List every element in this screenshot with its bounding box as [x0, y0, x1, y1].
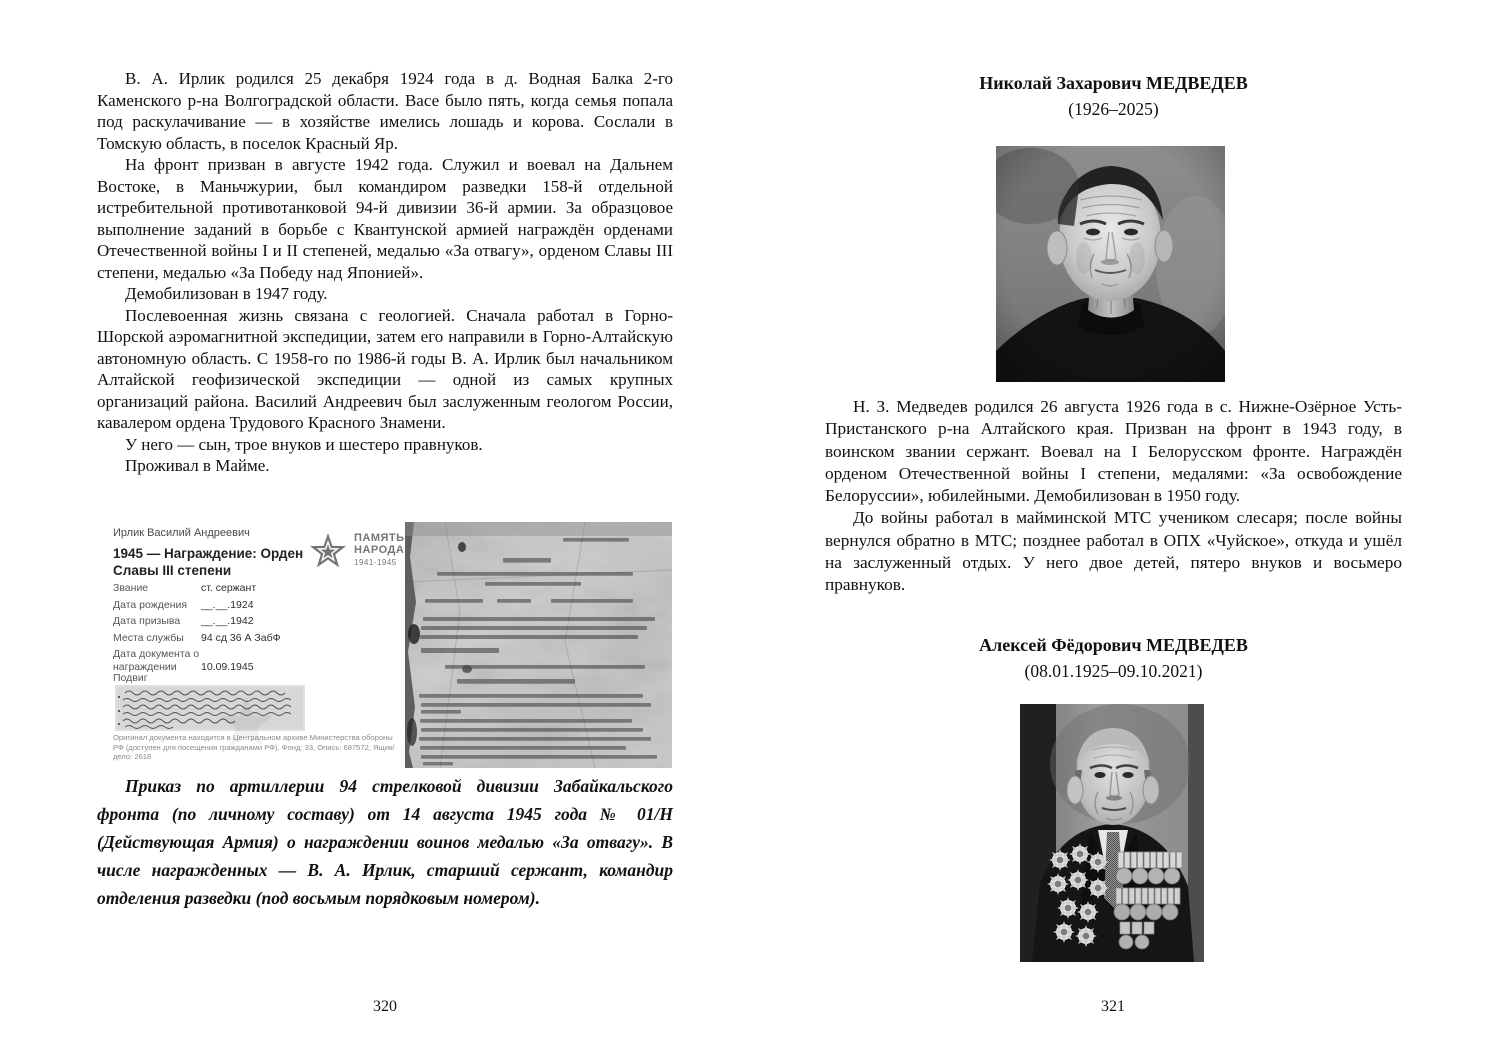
body-paragraph: У него — сын, трое внуков и шестеро правнуков.	[125, 434, 483, 454]
page-number-right: 321	[1101, 998, 1125, 1015]
person2-name: Алексей Фёдорович МЕДВЕДЕВ	[979, 635, 1248, 655]
feat-label: Подвиг	[113, 672, 148, 684]
star-icon	[308, 532, 348, 572]
body-paragraph: Демобилизован в 1947 году.	[125, 284, 328, 303]
field-label: Дата призыва	[113, 615, 181, 627]
left-page-text	[97, 68, 673, 477]
body-paragraph: Проживал в Майме.	[125, 456, 270, 475]
logo-text	[354, 532, 405, 569]
portrait-photo-aleksei	[1020, 704, 1204, 962]
portrait-photo-nikolai	[996, 146, 1225, 382]
logo-line1: ПАМЯТЬ	[354, 532, 405, 544]
field-row	[113, 615, 403, 628]
card-award-title: 1945 — Награждение: Орден Славы III степени	[113, 546, 304, 578]
field-row	[113, 599, 403, 612]
logo-years: 1941-1945	[354, 558, 397, 567]
field-value: __.__.1942	[201, 615, 254, 627]
field-label: Звание	[113, 582, 149, 594]
award-card-screenshot	[110, 522, 672, 768]
page-number-left: 320	[373, 998, 397, 1015]
document-caption: Приказ по артиллерии 94 стрелковой дивизии Забайкальского фронта (по личному составу) от 14 августа 1945 года № 01/Н (Действующая Армия) о награждении воинов медалью «За отвагу». В числе награжденных — В. А. Ирлик, старший сержант, командир отделения разведки (под восьмым порядковым номером).	[97, 776, 673, 908]
body-paragraph: В. А. Ирлик родился 25 декабря 1924 года в д. Водная Балка 2-го Каменского р-на Волгоградской области. Васе было пять, когда семья попала под раскулачивание — в хозяйстве имелись лошадь и корова. Сослали в Томскую область, в поселок Красный Яр.	[97, 69, 673, 153]
body-paragraph: Н. З. Медведев родился 26 августа 1926 года в с. Нижне-Озёрное Усть-Пристанского р-на Алтайского края. Призван на фронт в 1943 году, в воинском звании сержант. Воевал на I Белорусском фронте. Награждён орденом Отечественной войны I степени, медалями: «За освобождение Белоруссии», юбилейными. Демобилизован в 1950 году.	[825, 397, 1402, 506]
field-row	[113, 582, 403, 595]
field-label: Дата документа о награждении	[113, 648, 200, 673]
field-row	[113, 632, 403, 645]
field-value: 94 сд 36 А ЗабФ	[201, 631, 281, 644]
person1-heading	[825, 70, 1402, 122]
body-paragraph: Послевоенная жизнь связана с геологией. Сначала работал в Горно-Шорской аэромагнитной экспедиции, затем его направили в Горно-Алтайскую автономную область. С 1958-го по 1986-й годы В. А. Ирлик был начальником Алтайской геофизической экспедиции — одной из самых крупных организаций района. Василий Андреевич был заслуженным геологом России, кавалером ордена Трудового Красного Знамени.	[97, 305, 673, 432]
right-page-text	[825, 396, 1402, 597]
body-paragraph: На фронт призван в августе 1942 года. Служил и воевал на Дальнем Востоке, в Маньчжурии, был командиром разведки 158-й отдельной истребительной противотанковой 94-й дивизии 36-й армии. За образцовое выполнение заданий в борьбе с Квантунской армией награждён орденами Отечественной войны I и II степеней, медалью «За отвагу», орденом Славы III степени, медалью «За Победу над Японией».	[97, 155, 673, 282]
watermark-star: ★	[215, 684, 278, 762]
archive-note: Оригинал документа находится в Центральном архиве Министерства обороны РФ (доступен для посещения гражданами РФ), Фонд: 33, Опись: 687572, Ящик/дело: 2618	[113, 733, 395, 762]
field-row	[113, 648, 403, 673]
field-value: ст. сержант	[201, 582, 257, 594]
person2-heading	[825, 632, 1402, 684]
body-paragraph: До войны работал в майминской МТС учеником слесаря; после войны вернулся обратно в МТС; позднее работал в ОПХ «Чуйское», откуда и ушёл на заслуженный отдых. У него двое детей, пятеро внуков и восьмеро правнуков.	[825, 508, 1402, 595]
field-value: 10.09.1945	[201, 660, 254, 673]
person2-years: (08.01.1925–09.10.2021)	[1024, 661, 1203, 681]
order-document-scan	[405, 522, 672, 768]
logo-line2: НАРОДА	[354, 544, 405, 556]
card-person-name: Ирлик Василий Андреевич	[113, 527, 250, 539]
field-value: __.__.1924	[201, 598, 254, 611]
person1-years: (1926–2025)	[1068, 99, 1159, 119]
field-label: Места службы	[113, 631, 184, 644]
pamyat-naroda-logo	[308, 532, 405, 572]
card-fields	[113, 582, 403, 677]
field-label: Дата рождения	[113, 598, 188, 611]
person1-name: Николай Захарович МЕДВЕДЕВ	[979, 73, 1248, 93]
